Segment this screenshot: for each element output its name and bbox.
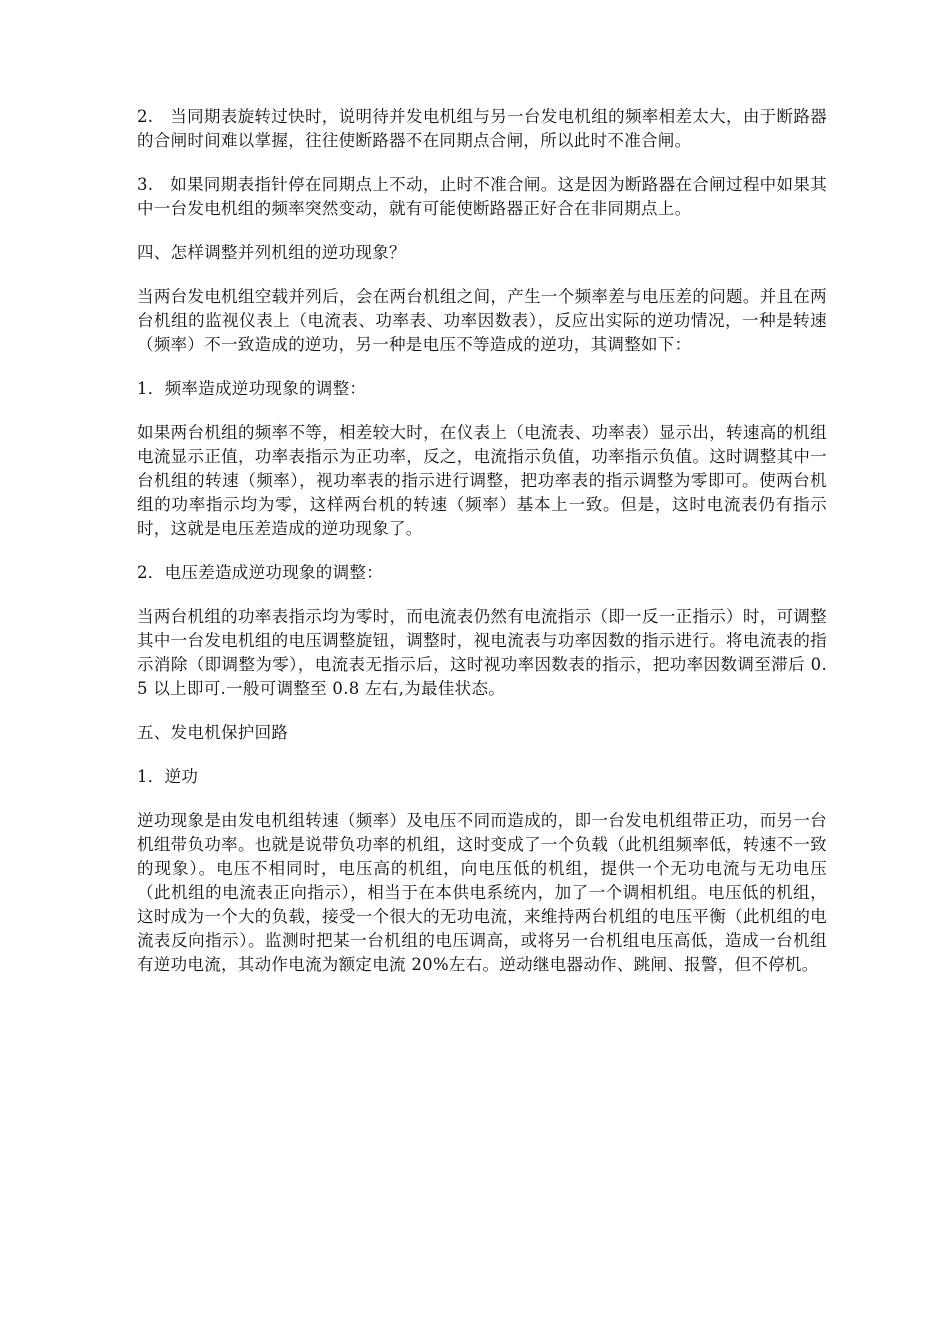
paragraph-reverse-power-protection: 逆功现象是由发电机组转速（频率）及电压不同而造成的，即一台发电机组带正功，而另一台机组带负功率。也就是说带负功率的机组，这时变成了一个负载（此机组频率低，转速不一致的现象）。电压不相同时，电压高的机组，向电压低的机组，提供一个无功电流与无功电压（此机组的电流表正向指示），相当于在本供电系统内，加了一个调相机组。电压低的机组，这时成为一个大的负载，接受一个很大的无功电流，来维持两台机组的电压平衡（此机组的电流表反向指示）。监测时把某一台机组的电压调高，或将另一台机组电压高低，造成一台机组有逆功电流，其动作电流为额定电流 20%左右。逆动继电器动作、跳闸、报警，但不停机。	[137, 811, 827, 974]
paragraph-sync-meter-fast: 2. 当同期表旋转过快时，说明待并发电机组与另一台发电机组的频率相差太大，由于断路器的合闸时间难以掌握，往往使断路器不在同期点合闸，所以此时不准合闸。	[137, 107, 827, 150]
paragraph-frequency-adjust: 如果两台机组的频率不等，相差较大时，在仪表上（电流表、功率表）显示出，转速高的机组电流显示正值，功率表指示为正功率，反之，电流指示负值，功率指示负值。这时调整其中一台机组的转速（频率），视功率表的指示进行调整，把功率表的指示调整为零即可。使两台机组的功率指示均为零，这样两台机的转速（频率）基本上一致。但是，这时电流表仍有指示时，这就是电压差造成的逆功现象了。	[137, 423, 827, 538]
document-body	[137, 105, 827, 997]
subheading-reverse-power: 1．逆功	[137, 767, 199, 786]
section-heading-4: 四、怎样调整并列机组的逆功现象？	[137, 243, 406, 262]
paragraph-reverse-power-intro: 当两台发电机组空载并列后，会在两台机组之间，产生一个频率差与电压差的问题。并且在两台机组的监视仪表上（电流表、功率表、功率因数表），反应出实际的逆功情况，一种是转速（频率）不一致造成的逆功，另一种是电压不等造成的逆功，其调整如下：	[137, 287, 827, 354]
paragraph-sync-meter-stopped: 3. 如果同期表指针停在同期点上不动，止时不准合闸。这是因为断路器在合闸过程中如果其中一台发电机组的频率突然变动，就有可能使断路器正好合在非同期点上。	[137, 175, 827, 218]
subheading-frequency-adjust: 1．频率造成逆功现象的调整：	[137, 379, 367, 398]
paragraph-voltage-adjust: 当两台机组的功率表指示均为零时，而电流表仍然有电流指示（即一反一正指示）时，可调整其中一台发电机组的电压调整旋钮，调整时，视电流表与功率因数的指示进行。将电流表的指示消除（即调整为零），电流表无指示后，这时视功率因数表的指示，把功率因数调至滞后 0.5 以上即可.一般可调整至 0.8 左右,为最佳状态。	[137, 607, 827, 698]
section-heading-5: 五、发电机保护回路	[137, 723, 289, 742]
subheading-voltage-adjust: 2．电压差造成逆功现象的调整：	[137, 563, 383, 582]
